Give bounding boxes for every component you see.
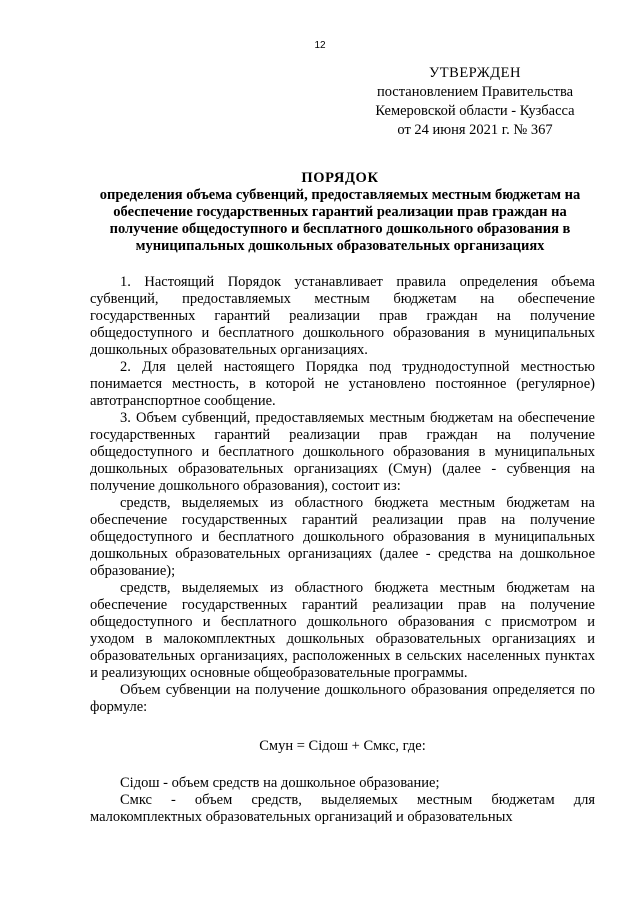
document-body	[90, 274, 595, 826]
approval-line-2: Кемеровской области - Кузбасса	[375, 103, 575, 119]
document-title: ПОРЯДОК	[301, 170, 379, 186]
approval-stamp	[360, 64, 590, 140]
page-number: 12	[314, 40, 326, 51]
paragraph-1: 1. Настоящий Порядок устанавливает правила определения объема субвенций, предоставляемых местным бюджетам на обеспечение государственных гарантий реализации прав граждан на получение общедоступного и бесплатного дошкольного образования в муниципальных дошкольных образовательных организациях.	[90, 274, 595, 358]
approval-title: УТВЕРЖДЕН	[429, 65, 521, 81]
paragraph-3: 3. Объем субвенций, предоставляемых местным бюджетам на обеспечение государственных гарантий реализации прав граждан на получение общедоступного и бесплатного дошкольного образования в муниципальных дошкольных образовательных организациях (Смун) (далее - субвенция на получение дошкольного образования), состоит из:	[90, 410, 595, 494]
paragraph-3-item-1: средств, выделяемых из областного бюджета местным бюджетам на обеспечение государственных гарантий реализации прав на получение общедоступного и бесплатного дошкольного образования в муниципальных дошкольных образовательных организациях (далее - средства на дошкольное образование);	[90, 495, 595, 579]
paragraph-3-item-2: средств, выделяемых из областного бюджета местным бюджетам на обеспечение государственных гарантий реализации прав на получение общедоступного и бесплатного дошкольного образования с присмотром и уходом в малокомплектных дошкольных образовательных организациях и образовательных организациях, расположенных в сельских населенных пунктах и реализующих основные общеобразовательные программы.	[90, 580, 595, 681]
paragraph-formula-intro: Объем субвенции на получение дошкольного образования определяется по формуле:	[90, 682, 595, 715]
paragraph-2: 2. Для целей настоящего Порядка под труднодоступной местностью понимается местность, в которой не установлено постоянное (регулярное) автотранспортное сообщение.	[90, 359, 595, 409]
approval-line-3: от 24 июня 2021 г. № 367	[397, 122, 553, 138]
document-subtitle: определения объема субвенций, предоставляемых местным бюджетам на обеспечение государственных гарантий реализации прав граждан на получение общедоступного и бесплатного дошкольного образования в муниципальных дошкольных образовательных организациях	[99, 187, 581, 254]
definition-2: Смкс - объем средств, выделяемых местным бюджетам для малокомплектных образовательных организаций и образовательных	[90, 792, 595, 825]
definition-1: Сiдош - объем средств на дошкольное образование;	[120, 775, 440, 791]
document-title-block	[85, 170, 595, 255]
approval-line-1: постановлением Правительства	[376, 84, 574, 100]
formula: Смун = Сiдош + Смкс, где:	[259, 738, 426, 754]
